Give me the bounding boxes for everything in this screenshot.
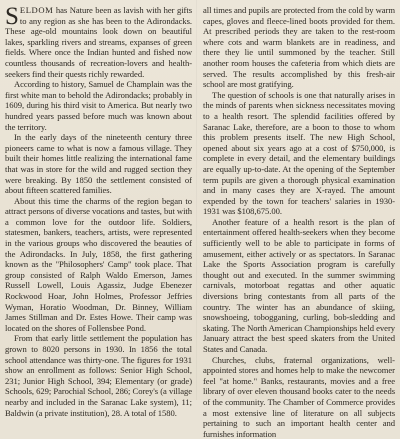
- column-gutter: [196, 0, 197, 400]
- paragraph-champlain: According to history, Samuel de Champlain was the first white man to behold the Adirondacks; probably in 1609, during his third visit to America. But nearly two hundred years passed before much was known about the territory.: [5, 79, 192, 132]
- paragraph-fresh-air-school: all times and pupils are protected from the cold by warm capes, gloves and fleece-lined boots provided for them. At prescribed periods they are taken to the rest-room where cots and warm blankets are in readiness, and there they lie until summoned by the teacher. Still another room houses the cafeteria from which diets are served. The results accomplished by this fresh-air school are most gratifying.: [203, 5, 395, 90]
- left-column: [5, 3, 192, 418]
- paragraph-philosophers-camp: About this time the charms of the region began to attract persons of diverse vocations and tastes, but with a common love for the outdoor life. Soldiers, statesmen, bankers, teachers, artists, were represented in the various groups who discovered the beauties of the Adirondacks. In July, 1858, the first gathering known as the "Philosophers' Camp" took place. That group consisted of Ralph Waldo Emerson, James Russell Lowell, Louis Agassiz, Judge Ebenezer Rockwood Hoar, John Holmes, Professor Jeffries Wyman, Horatio Woodman, Dr. Binney, William James Stillman and Dr. Estes Howe. Their camp was located on the shores of Follensbee Pond.: [5, 195, 192, 333]
- opening-paragraph: [5, 5, 192, 79]
- drop-cap: S: [5, 3, 19, 30]
- paragraph-schools: The question of schools is one that naturally arises in the minds of parents when sickness necessitates moving to a health resort. The splendid facilities offered by Saranac Lake, therefore, are a boon to those to whom this problem presents itself. The new High School, opened about six years ago at a cost of $750,000, is complete in every detail, and the elementary buildings are equally up-to-date. At the opening of the September term pupils are given a thorough physical examination and in many cases they are X-rayed. The amount expended by the town for teachers' salaries in 1930-1931 was $108,675.00.: [203, 89, 395, 217]
- right-column: [203, 5, 395, 439]
- paragraph-community: Churches, clubs, fraternal organizations, well-appointed stores and homes help to make the newcomer feel "at home." Banks, restaurants, movies and a free library of over eleven thousand books cater to the needs of the community. The Chamber of Commerce provides a most extensive line of literature on all subjects pertaining to such an important health center and furnishes information: [203, 354, 395, 439]
- paragraph-entertainment: Another feature of a health resort is the plan of entertainment offered health-seekers when they become sufficiently well to be able to participate in forms of amusement, either actively or as spectators. In Saranac Lake the Sports Association program is carefully thought out and executed. In the summer swimming carnivals, motorboat regattas and other aquatic diversions bring contestants from all parts of the country. The winter has an abundance of skiing, snowshoeing, tobogganing, curling, bob-sledding and skating. The North American Championships held every January attract the best speed skaters from the United States and Canada.: [203, 216, 395, 354]
- paragraph-population: From that early little settlement the population has grown to 8020 persons in 1930. In 1856 the total school attendance was thirty-one. The figures for 1931 show an enrollment as follows: Senior High School, 231; Junior High School, 394; Elementary (or grade) Schools, 629; Parochial School, 286; Corey's (a village nearby and included in the Saranac Lake system), 11; Baldwin (a private institution), 28. A total of 1580.: [5, 333, 192, 418]
- first-word-rest: ELDOM: [19, 5, 54, 15]
- paragraph-pioneers: In the early days of the nineteenth century three pioneers came to what is now a famous village. They built their homes little realizing the international fame that was in store for the wild and rugged section they were breaking. By 1850 the settlement consisted of about fifteen scattered families.: [5, 132, 192, 196]
- opening-paragraph-text: has Nature been as lavish with her gifts to any region as she has been to the Adirondacks. These age-old mountains look down on beautiful lakes, sparkling rivers and streams, expanses of green fields. Where once the Indian hunted and fished now countless thousands of recreation-lovers and health-seekers find their quests richly rewarded.: [5, 5, 192, 79]
